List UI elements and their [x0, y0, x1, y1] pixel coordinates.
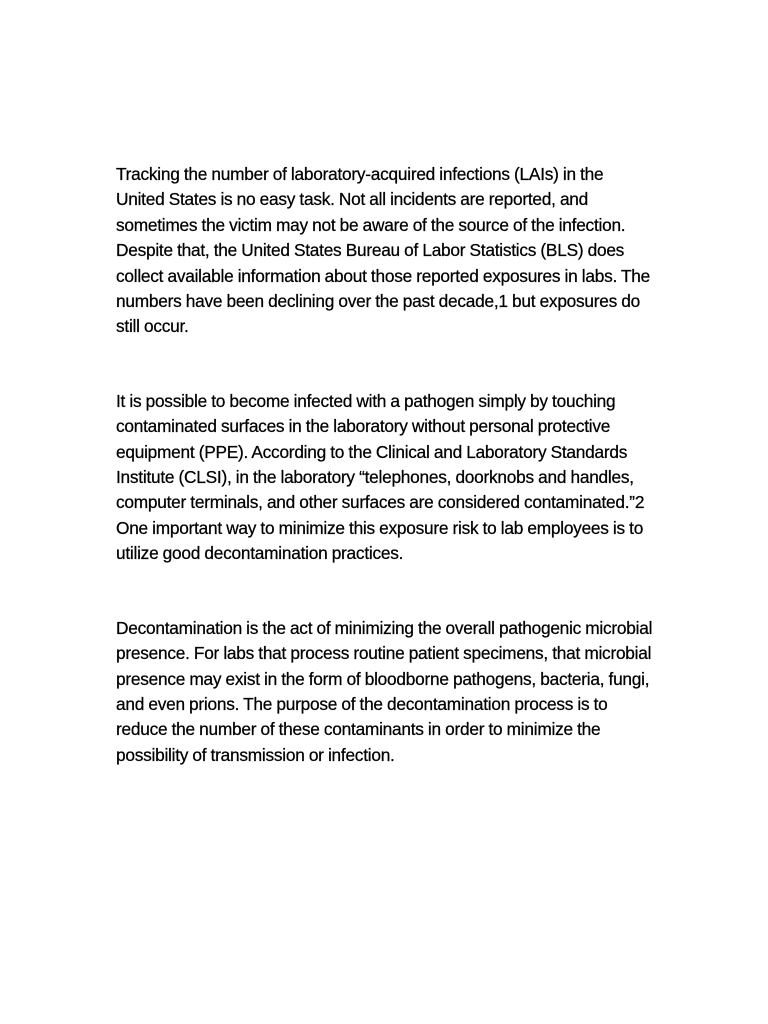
- document-body: [116, 162, 656, 768]
- paragraph-surface-contamination: It is possible to become infected with a pathogen simply by touching contaminated surfaces in the laboratory without personal protective equipment (PPE). According to the Clinical and Laboratory Standards Institute (CLSI), in the laboratory “telephones, doorknobs and handles, computer terminals, and other surfaces are considered contaminated.”2 One important way to minimize this exposure risk to lab employees is to utilize good decontamination practices.: [116, 390, 645, 564]
- paragraph-decontamination-definition: Decontamination is the act of minimizing the overall pathogenic microbial presence. For labs that process routine patient specimens, that microbial presence may exist in the form of bloodborne pathogens, bacteria, fungi, and even prions. The purpose of the decontamination process is to reduce the number of these contaminants in order to minimize the possibility of transmission or infection.: [116, 617, 653, 765]
- paragraph-lai-tracking: Tracking the number of laboratory-acquired infections (LAIs) in the United States is no easy task. Not all incidents are reported, and sometimes the victim may not be aware of the source of the infection. Despite that, the United States Bureau of Labor Statistics (BLS) does collect available information about those reported exposures in labs. The numbers have been declining over the past decade,1 but exposures do still occur.: [116, 164, 650, 337]
